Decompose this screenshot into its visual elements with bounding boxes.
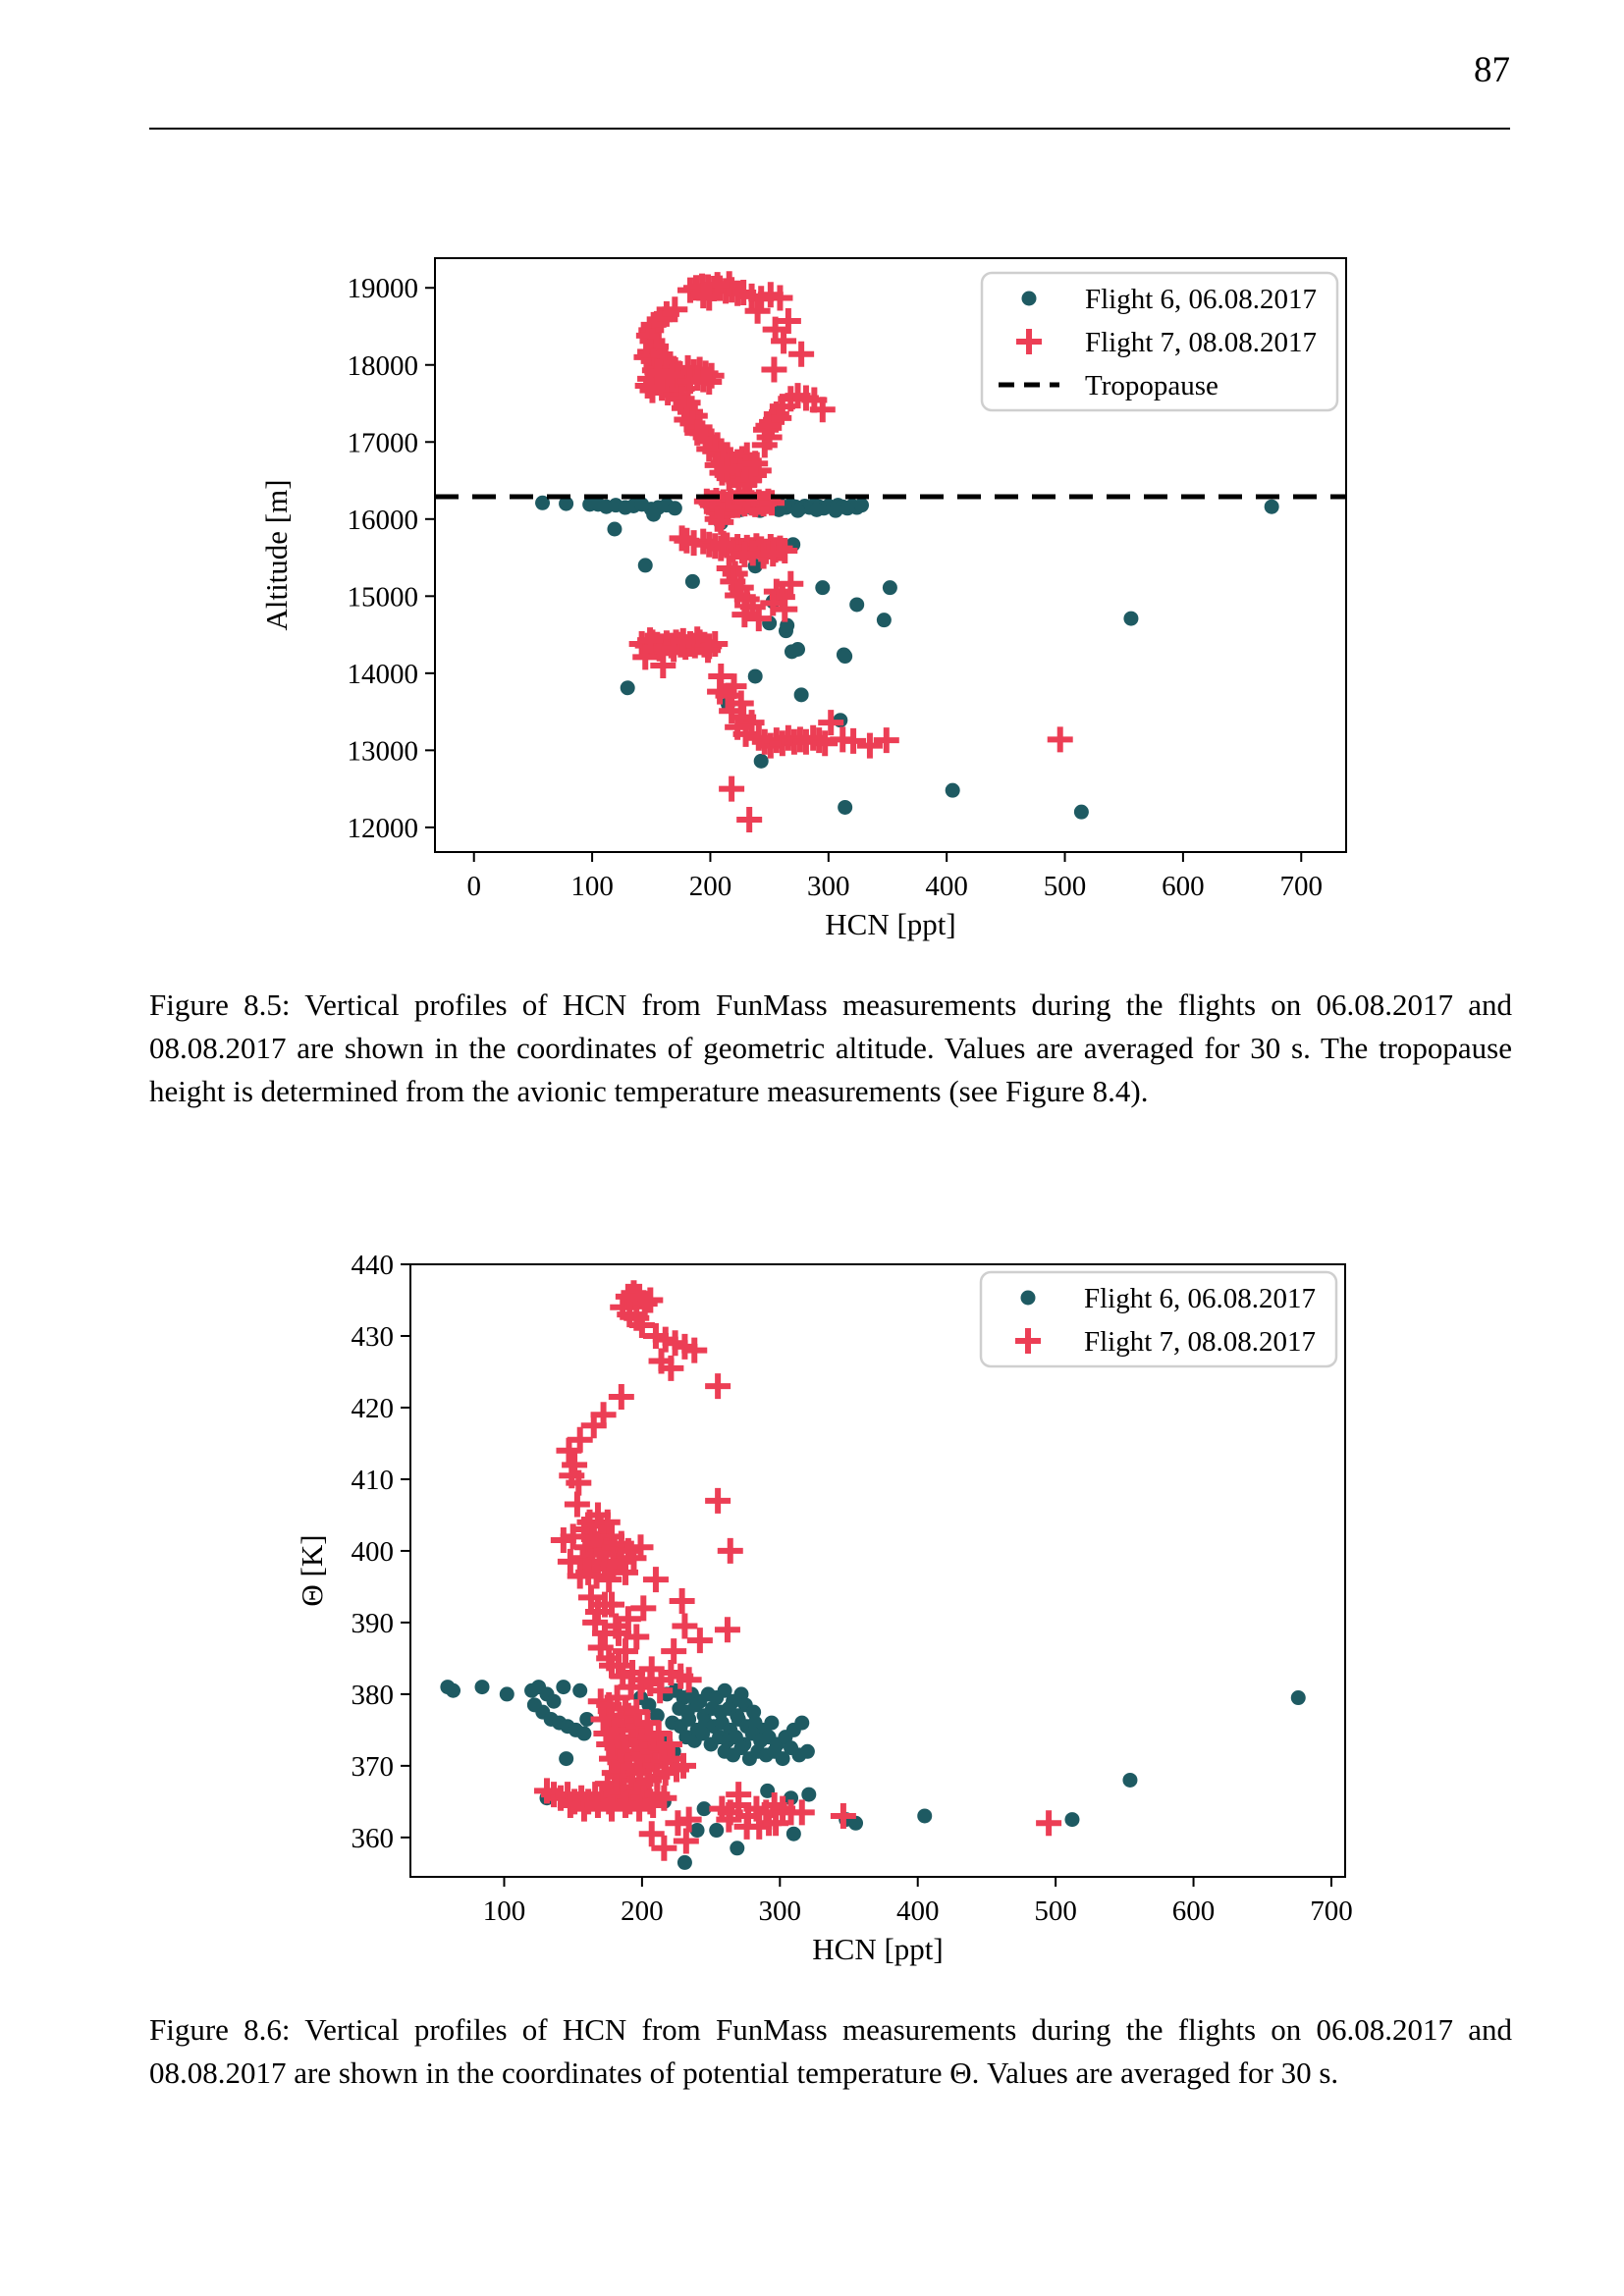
data-point [1048, 726, 1073, 752]
data-point [697, 1801, 712, 1816]
legend-marker-circle [1021, 1291, 1036, 1306]
data-point [883, 580, 897, 595]
x-tick-label: 300 [807, 871, 850, 902]
data-point [687, 1628, 713, 1653]
figure-8-6-scatter-chart [245, 1239, 1365, 2014]
x-tick-label: 500 [1034, 1896, 1077, 1927]
legend-marker-circle [1022, 292, 1037, 306]
data-point [1123, 612, 1138, 626]
data-point [838, 649, 852, 664]
data-point [790, 504, 805, 518]
data-point [576, 1727, 591, 1741]
x-tick-label: 600 [1171, 1896, 1216, 1927]
data-point [556, 1680, 570, 1694]
y-tick-label: 400 [351, 1535, 394, 1568]
y-tick-label: 370 [351, 1750, 394, 1783]
data-point [547, 1694, 562, 1709]
data-point [748, 668, 763, 683]
data-point [815, 580, 830, 595]
data-point [877, 613, 892, 627]
y-tick-label: 430 [351, 1320, 394, 1353]
x-tick-label: 300 [758, 1896, 802, 1927]
data-point [709, 1823, 724, 1838]
x-tick-label: 700 [1310, 1896, 1353, 1927]
legend-label: Flight 6, 06.08.2017 [1084, 1283, 1317, 1314]
x-axis-label: HCN [ppt] [825, 907, 956, 941]
figure-8-6-caption: Figure 8.6: Vertical profiles of HCN from FunMass measurements during the flights on 06.08.2017 and 08.08.2017 are shown in the coordinates of potential temperature Θ. Values are averaged for 30 s. [149, 2012, 1512, 2090]
figure-8-5-scatter-chart [245, 236, 1365, 952]
data-point [677, 1855, 692, 1870]
data-point [1036, 1810, 1061, 1836]
y-axis-label: Altitude [m] [259, 479, 294, 631]
x-tick-label: 600 [1162, 871, 1205, 902]
data-point [829, 504, 843, 518]
data-point [572, 1683, 587, 1698]
data-point [718, 1538, 743, 1564]
data-point [621, 680, 635, 695]
y-tick-label: 12000 [347, 812, 418, 844]
page-number: 87 [1474, 50, 1510, 90]
y-tick-label: 380 [351, 1679, 394, 1711]
legend-label: Tropopause [1085, 370, 1218, 401]
figure-8-5 [245, 236, 1365, 957]
data-point [527, 1697, 542, 1712]
x-tick-label: 500 [1043, 871, 1087, 902]
y-tick-label: 410 [351, 1464, 394, 1496]
data-point [705, 1488, 731, 1514]
data-point [785, 644, 799, 659]
data-point [607, 521, 622, 536]
data-point [705, 1373, 731, 1399]
data-point [646, 507, 661, 522]
y-tick-label: 16000 [347, 504, 418, 536]
data-point [639, 1821, 665, 1846]
x-tick-label: 700 [1279, 871, 1324, 902]
x-tick-label: 200 [688, 871, 732, 902]
data-point [754, 754, 769, 769]
y-tick-label: 360 [351, 1822, 394, 1854]
data-point [643, 1567, 669, 1592]
data-point [794, 687, 809, 702]
y-tick-label: 17000 [347, 427, 418, 459]
data-point [719, 776, 744, 802]
legend-label: Flight 6, 06.08.2017 [1085, 284, 1318, 315]
data-point [788, 342, 814, 367]
x-tick-label: 200 [621, 1896, 664, 1927]
x-tick-label: 100 [482, 1896, 526, 1927]
data-point [609, 1384, 634, 1410]
x-axis-label: HCN [ppt] [812, 1932, 944, 1966]
data-point [800, 1744, 815, 1759]
y-tick-label: 390 [351, 1607, 394, 1639]
header-rule [149, 128, 1510, 130]
y-tick-label: 440 [351, 1250, 394, 1281]
data-point [690, 1823, 705, 1838]
data-point [874, 727, 899, 753]
data-point [685, 574, 700, 589]
legend-label: Flight 7, 08.08.2017 [1085, 327, 1318, 358]
x-tick-label: 0 [466, 871, 481, 902]
data-point [946, 783, 960, 798]
data-point [857, 733, 883, 759]
data-point [764, 1716, 779, 1731]
data-point [670, 1588, 695, 1614]
data-point [1291, 1690, 1306, 1705]
data-point [651, 1836, 677, 1861]
data-point [638, 558, 653, 572]
data-point [446, 1683, 460, 1698]
data-point [668, 501, 682, 515]
data-point [854, 498, 869, 512]
data-point [786, 1827, 801, 1842]
data-point [849, 597, 864, 612]
y-tick-label: 14000 [347, 658, 418, 690]
y-tick-label: 13000 [347, 735, 418, 768]
x-tick-label: 100 [570, 871, 614, 902]
figure-8-5-caption: Figure 8.5: Vertical profiles of HCN from FunMass measurements during the flights on 06.08.2017 and 08.08.2017 are shown in the coordinates of geometric altitude. Values are averaged for 30 s. The tropopause height is determined from the avionic temperature measurements (see Figure 8.4). [149, 988, 1512, 1108]
y-tick-label: 420 [351, 1392, 394, 1424]
data-point [715, 1617, 740, 1642]
data-point [1064, 1812, 1079, 1827]
x-tick-label: 400 [925, 871, 968, 902]
y-axis-label: Θ [K] [295, 1534, 329, 1607]
data-point [500, 1686, 514, 1701]
y-tick-label: 18000 [347, 349, 418, 382]
data-point [730, 1841, 744, 1855]
data-point [809, 503, 824, 517]
data-point [1265, 500, 1279, 514]
legend-label: Flight 7, 08.08.2017 [1084, 1326, 1317, 1358]
data-point [672, 1614, 697, 1639]
figure-8-6 [245, 1239, 1365, 2019]
data-point [838, 800, 852, 815]
y-tick-label: 15000 [347, 581, 418, 614]
data-point [559, 1751, 573, 1766]
data-point [475, 1680, 490, 1694]
x-tick-label: 400 [895, 1896, 940, 1927]
data-point [794, 1716, 809, 1731]
data-point [736, 807, 762, 832]
y-tick-label: 19000 [347, 273, 418, 305]
data-point [761, 356, 786, 382]
data-point [745, 298, 771, 324]
data-point [1122, 1773, 1137, 1788]
data-point [1074, 805, 1089, 820]
data-point [917, 1808, 932, 1823]
